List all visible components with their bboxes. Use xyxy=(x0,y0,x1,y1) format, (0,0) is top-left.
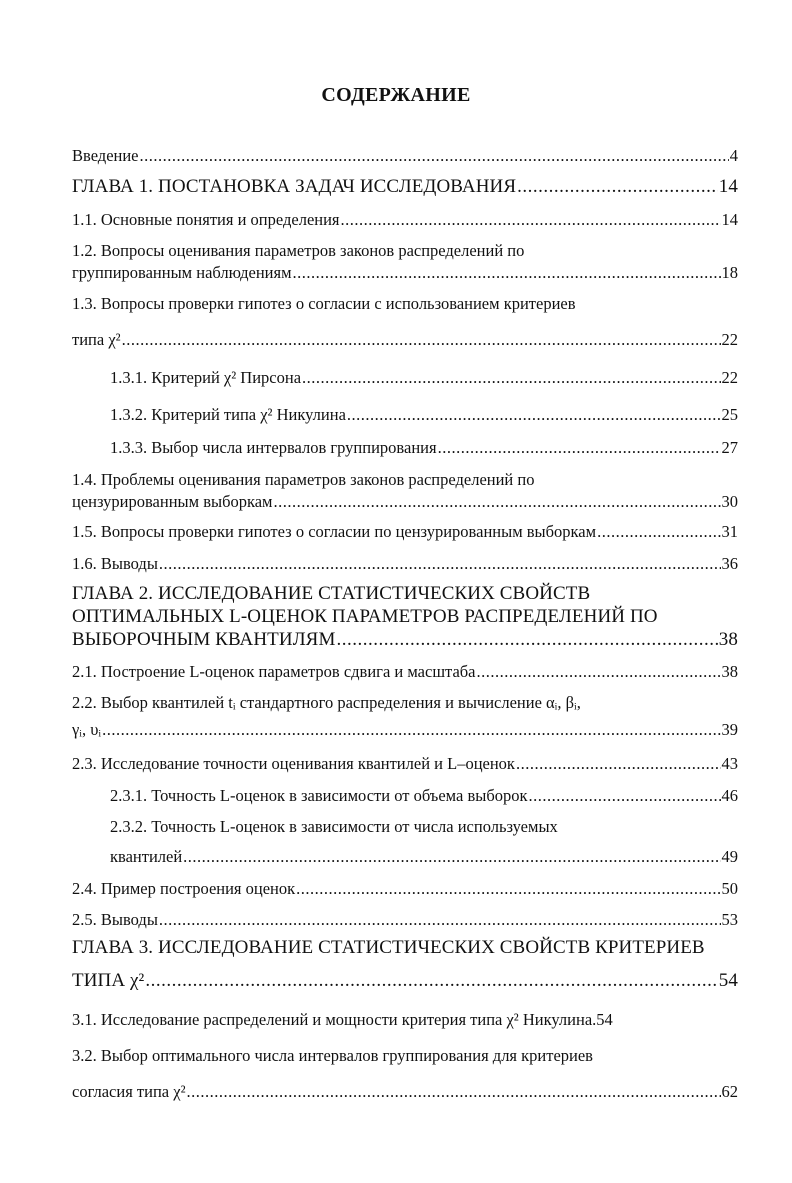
page-number: 18 xyxy=(721,263,738,282)
page-number: 39 xyxy=(721,720,738,739)
page-number: 49 xyxy=(721,847,738,866)
toc-entry-intro[interactable]: Введение ..... 4 xyxy=(72,146,738,166)
toc-entry-1-4-line1: 1.4. Проблемы оценивания параметров законов распределений по xyxy=(72,470,535,489)
page-title: СОДЕРЖАНИЕ xyxy=(321,84,471,106)
toc-entry-1-5[interactable]: 1.5. Вопросы проверки гипотез о согласии по цензурированным выборкам ..... 31 xyxy=(72,522,738,542)
page-number: 43 xyxy=(721,754,738,773)
page-number: 54 xyxy=(718,970,738,991)
toc-entry-1-3-3[interactable]: 1.3.3. Выбор числа интервалов группирования ..... 27 xyxy=(110,438,738,458)
toc-entry-chapter-2-line2: ОПТИМАЛЬНЫХ L-ОЦЕНОК ПАРАМЕТРОВ РАСПРЕДЕЛЕНИЙ ПО xyxy=(72,606,658,627)
toc-entry-2-3[interactable]: 2.3. Исследование точности оценивания квантилей и L–оценок ..... 43 xyxy=(72,754,738,774)
page-number: 62 xyxy=(721,1082,738,1101)
page-number: 46 xyxy=(721,786,738,805)
toc-entry-chapter-2[interactable]: ВЫБОРОЧНЫМ КВАНТИЛЯМ ..... 38 xyxy=(72,629,738,651)
toc-entry-1-1[interactable]: 1.1. Основные понятия и определения ..... 14 xyxy=(72,210,738,230)
toc-entry-2-4[interactable]: 2.4. Пример построения оценок ..... 50 xyxy=(72,879,738,899)
toc-entry-chapter-1[interactable]: ГЛАВА 1. ПОСТАНОВКА ЗАДАЧ ИССЛЕДОВАНИЯ ..... 14 xyxy=(72,176,738,198)
toc-entry-3-1[interactable]: 3.1. Исследование распределений и мощности критерия типа χ² Никулина. 54 xyxy=(72,1010,613,1029)
page-number: 54 xyxy=(596,1010,613,1029)
toc-entry-1-3-line1: 1.3. Вопросы проверки гипотез о согласии с использованием критериев xyxy=(72,294,576,313)
toc-entry-2-1[interactable]: 2.1. Построение L-оценок параметров сдвига и масштаба ..... 38 xyxy=(72,662,738,682)
toc-entry-3-2-line1: 3.2. Выбор оптимального числа интервалов группирования для критериев xyxy=(72,1046,593,1065)
toc-entry-2-2[interactable]: γᵢ, υᵢ ..... 39 xyxy=(72,720,738,740)
page-number: 14 xyxy=(718,176,738,197)
toc-entry-1-2-line1: 1.2. Вопросы оценивания параметров законов распределений по xyxy=(72,241,525,260)
toc-entry-1-2[interactable]: группированным наблюдениям ..... 18 xyxy=(72,263,738,283)
page-number: 38 xyxy=(718,629,738,650)
toc-entry-chapter-3[interactable]: ТИПА χ² ..... 54 xyxy=(72,970,738,992)
toc-entry-chapter-3-line1: ГЛАВА 3. ИССЛЕДОВАНИЕ СТАТИСТИЧЕСКИХ СВОЙСТВ КРИТЕРИЕВ xyxy=(72,937,705,958)
page-number: 50 xyxy=(721,879,738,898)
toc-entry-2-2-line1: 2.2. Выбор квантилей tᵢ стандартного распределения и вычисление αᵢ, βᵢ, xyxy=(72,693,581,712)
toc-entry-1-4[interactable]: цензурированным выборкам ..... 30 xyxy=(72,492,738,512)
page-number: 22 xyxy=(721,330,738,349)
toc-entry-2-3-1[interactable]: 2.3.1. Точность L-оценок в зависимости от объема выборок ..... 46 xyxy=(110,786,738,806)
page-number: 22 xyxy=(721,368,738,387)
toc-entry-2-3-2[interactable]: квантилей ..... 49 xyxy=(110,847,738,867)
page-number: 53 xyxy=(721,910,738,929)
toc-entry-chapter-2-line1: ГЛАВА 2. ИССЛЕДОВАНИЕ СТАТИСТИЧЕСКИХ СВОЙСТВ xyxy=(72,583,591,604)
toc-entry-2-5[interactable]: 2.5. Выводы ..... 53 xyxy=(72,910,738,930)
toc-entry-3-2[interactable]: согласия типа χ² ..... 62 xyxy=(72,1082,738,1102)
toc-entry-1-6[interactable]: 1.6. Выводы ..... 36 xyxy=(72,554,738,574)
page-number: 4 xyxy=(729,146,738,165)
page-number: 25 xyxy=(721,405,738,424)
page-number: 36 xyxy=(721,554,738,573)
toc-entry-2-3-2-line1: 2.3.2. Точность L-оценок в зависимости от числа используемых xyxy=(110,817,558,836)
page-number: 38 xyxy=(721,662,738,681)
page-number: 14 xyxy=(721,210,738,229)
toc-entry-1-3-1[interactable]: 1.3.1. Критерий χ² Пирсона ..... 22 xyxy=(110,368,738,388)
page-number: 31 xyxy=(721,522,738,541)
toc-entry-1-3-2[interactable]: 1.3.2. Критерий типа χ² Никулина ..... 25 xyxy=(110,405,738,425)
toc-entry-1-3[interactable]: типа χ² ..... 22 xyxy=(72,330,738,350)
page-number: 27 xyxy=(721,438,738,457)
page-number: 30 xyxy=(721,492,738,511)
